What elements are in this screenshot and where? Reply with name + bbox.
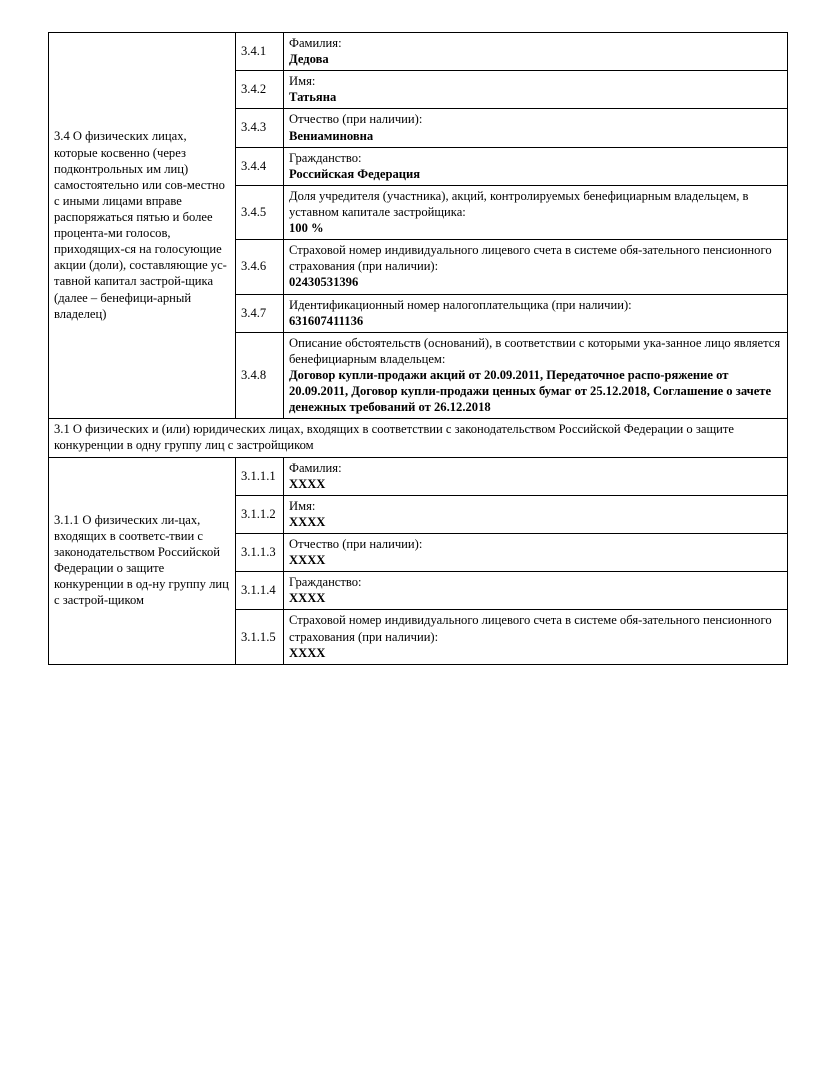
- row-number: 3.4.7: [236, 294, 284, 332]
- row-value: [284, 572, 788, 610]
- value-caption: Доля учредителя (участника), акций, контролируемых бенефициарным владельцем, в уставном капитале застройщика:: [289, 188, 749, 219]
- value-answer: Договор купли-продажи акций от 20.09.2011, Передаточное распо-ряжение от 20.09.2011, Договор купли-продажи ценных бумаг от 25.12.2018, Соглашение о зачете денежных требований от 26.12.2018: [289, 367, 772, 415]
- value-caption: Гражданство:: [289, 150, 362, 165]
- row-value: [284, 147, 788, 185]
- developer-disclosure-table: [48, 32, 788, 665]
- value-caption: Страховой номер индивидуального лицевого счета в системе обя-зательного пенсионного страхования (при наличии):: [289, 613, 772, 644]
- value-answer: Вениаминовна: [289, 128, 374, 143]
- row-number: 3.1.1.1: [236, 457, 284, 495]
- table-row: [49, 33, 788, 71]
- table-row: [49, 419, 788, 457]
- row-value: [284, 185, 788, 239]
- row-value: [284, 610, 788, 664]
- value-answer: 100 %: [289, 221, 324, 236]
- row-value: [284, 109, 788, 147]
- row-number: 3.4.3: [236, 109, 284, 147]
- section-3-4-label: 3.4 О физических лицах, которые косвенно (через подконтрольных им лиц) самостоятельно или сов-местно с иными лицами вправе распоряжаться пятью и более процента-ми голосов, приходящих-ся на голосующие акции (доли), составляющие ус-тавной капитал застрой-щика (далее – бенефици-арный владелец): [49, 33, 236, 419]
- value-caption: Идентификационный номер налогоплательщика (при наличии):: [289, 297, 632, 312]
- value-caption: Страховой номер индивидуального лицевого счета в системе обя-зательного пенсионного страхования (при наличии):: [289, 243, 772, 274]
- row-value: [284, 33, 788, 71]
- value-answer: 02430531396: [289, 275, 359, 290]
- section-3-1-heading: 3.1 О физических и (или) юридических лицах, входящих в соответствии с законодательством Российской Федерации о защите конкуренции в одну группу лиц с застройщиком: [49, 419, 788, 457]
- value-caption: Фамилия:: [289, 460, 342, 475]
- row-value: [284, 332, 788, 419]
- value-answer: Российская Федерация: [289, 166, 421, 181]
- value-answer: XXXX: [289, 514, 326, 529]
- value-answer: Татьяна: [289, 90, 337, 105]
- value-answer: XXXX: [289, 645, 326, 660]
- value-caption: Имя:: [289, 498, 316, 513]
- row-number: 3.1.1.2: [236, 495, 284, 533]
- row-value: [284, 457, 788, 495]
- value-caption: Описание обстоятельств (оснований), в соответствии с которыми ука-занное лицо является бенефициарным владельцем:: [289, 335, 781, 366]
- value-answer: Дедова: [289, 52, 329, 67]
- row-number: 3.4.6: [236, 240, 284, 294]
- row-number: 3.4.1: [236, 33, 284, 71]
- value-caption: Фамилия:: [289, 36, 342, 50]
- row-value: [284, 71, 788, 109]
- row-number: 3.1.1.5: [236, 610, 284, 664]
- row-value: [284, 533, 788, 571]
- section-3-1-1-label: 3.1.1 О физических ли-цах, входящих в соответс-твии с законодательством Российской Федерации о защите конкуренции в од-ну группу лиц с застрой-щиком: [49, 457, 236, 664]
- row-number: 3.4.5: [236, 185, 284, 239]
- row-value: [284, 240, 788, 294]
- value-caption: Отчество (при наличии):: [289, 112, 423, 127]
- row-value: [284, 294, 788, 332]
- row-number: 3.4.8: [236, 332, 284, 419]
- value-caption: Гражданство:: [289, 575, 362, 590]
- value-answer: XXXX: [289, 476, 326, 491]
- row-number: 3.4.2: [236, 71, 284, 109]
- value-answer: XXXX: [289, 591, 326, 606]
- value-caption: Отчество (при наличии):: [289, 536, 423, 551]
- value-answer: 631607411136: [289, 313, 364, 328]
- row-number: 3.1.1.3: [236, 533, 284, 571]
- value-caption: Имя:: [289, 74, 316, 89]
- value-answer: XXXX: [289, 553, 326, 568]
- row-number: 3.1.1.4: [236, 572, 284, 610]
- row-number: 3.4.4: [236, 147, 284, 185]
- row-value: [284, 495, 788, 533]
- table-row: [49, 457, 788, 495]
